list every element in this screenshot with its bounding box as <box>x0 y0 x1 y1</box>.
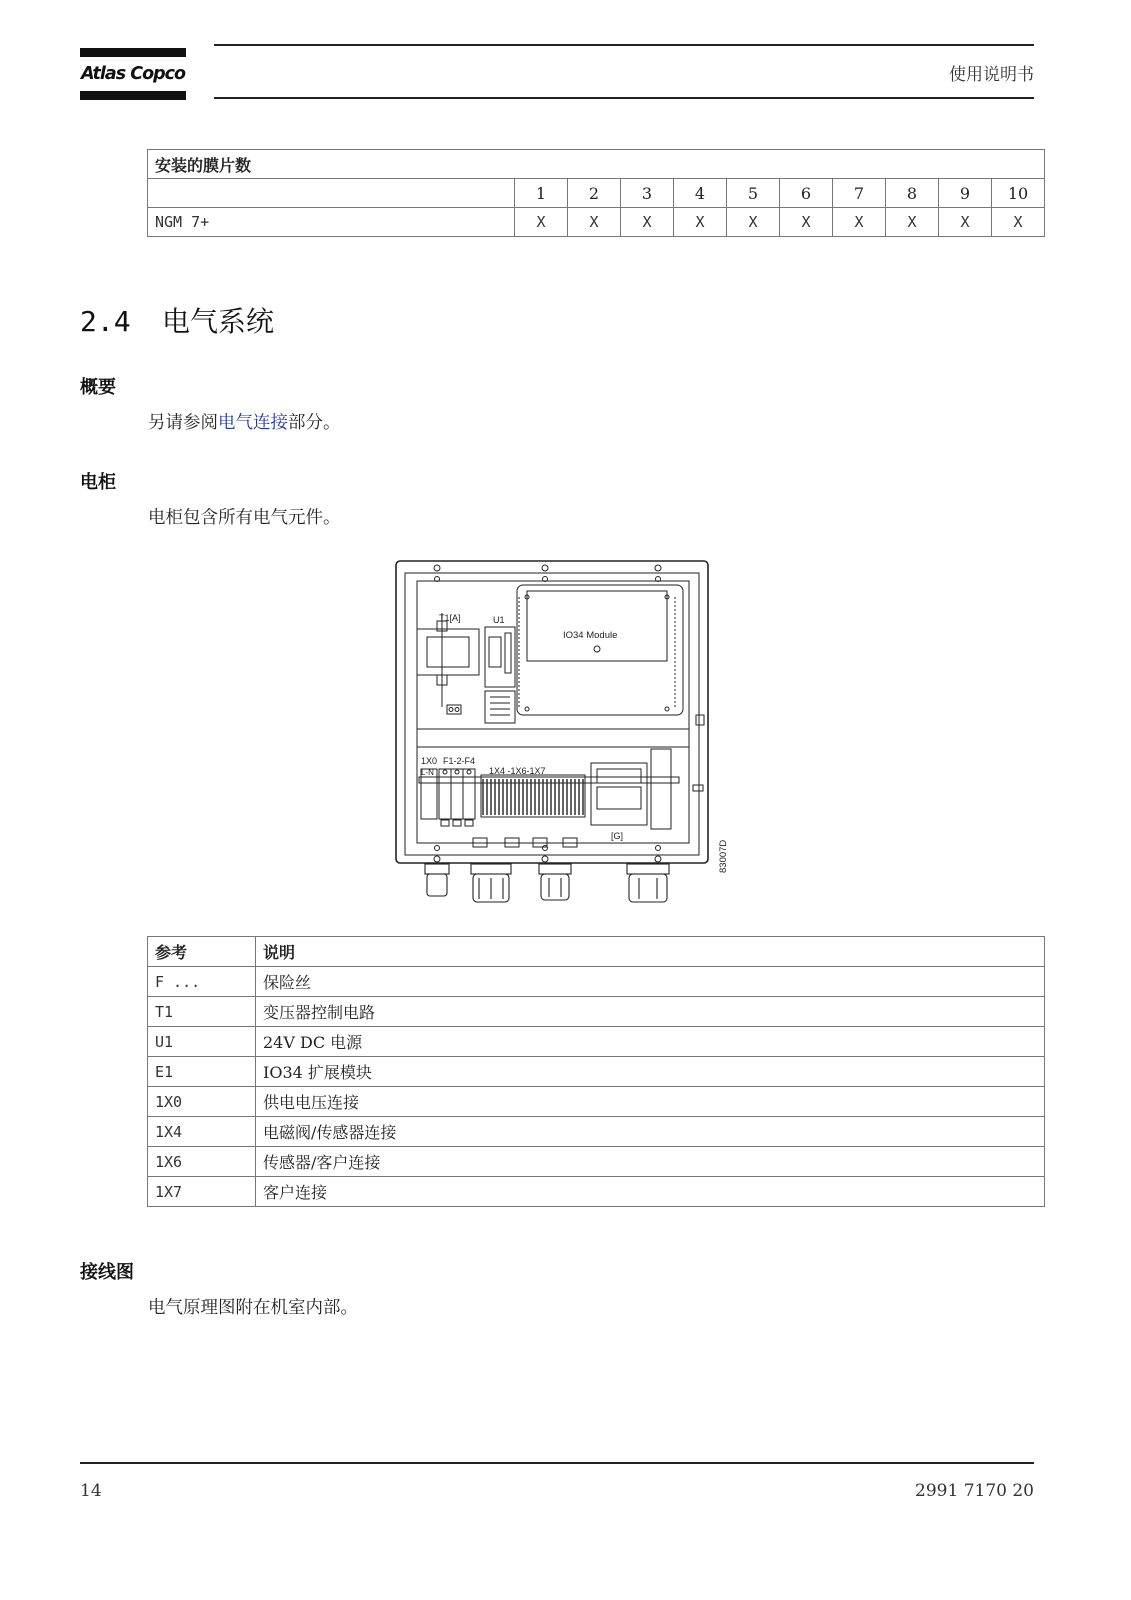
electrical-connection-link[interactable]: 电气连接 <box>218 413 288 433</box>
ref-cell: U1 <box>148 1027 256 1057</box>
desc-cell: 保险丝 <box>256 967 1045 997</box>
column-header: 5 <box>727 179 780 208</box>
atlas-copco-logo <box>80 48 186 100</box>
page-number: 14 <box>80 1481 102 1501</box>
desc-cell: 变压器控制电路 <box>256 997 1045 1027</box>
desc-cell: 电磁阀/传感器连接 <box>256 1117 1045 1147</box>
table-cell: X <box>727 208 780 237</box>
desc-cell: 24V DC 电源 <box>256 1027 1045 1057</box>
table-row <box>148 1177 1045 1207</box>
membrane-table-header-row <box>148 179 1045 208</box>
column-header: 3 <box>621 179 674 208</box>
overview-heading: 概要 <box>80 377 116 398</box>
table-row <box>148 1087 1045 1117</box>
legend-header-row <box>148 937 1045 967</box>
label-terminals: 1X4 -1X6-1X7 <box>489 766 546 776</box>
column-header: 2 <box>568 179 621 208</box>
document-number: 2991 7170 20 <box>915 1481 1034 1501</box>
desc-cell: 供电电压连接 <box>256 1087 1045 1117</box>
electrical-cabinet-diagram <box>393 557 738 907</box>
ref-cell: 1X7 <box>148 1177 256 1207</box>
table-cell: X <box>568 208 621 237</box>
table-cell: X <box>780 208 833 237</box>
cabinet-paragraph: 电柜包含所有电气元件。 <box>148 508 341 528</box>
header-rule-bottom <box>214 97 1034 99</box>
ref-cell: 1X0 <box>148 1087 256 1117</box>
desc-cell: 传感器/客户连接 <box>256 1147 1045 1177</box>
footer-rule <box>80 1462 1034 1464</box>
column-header: 9 <box>939 179 992 208</box>
label-1x0: 1X0 <box>421 756 438 766</box>
table-cell: X <box>992 208 1045 237</box>
column-header: 8 <box>886 179 939 208</box>
column-header: 6 <box>780 179 833 208</box>
column-header: 1 <box>515 179 568 208</box>
section-title: 电气系统 <box>162 305 275 338</box>
ref-cell: E1 <box>148 1057 256 1087</box>
membrane-table-title-row <box>148 150 1045 179</box>
table-row <box>148 1117 1045 1147</box>
membrane-table-title: 安装的膜片数 <box>148 150 1045 179</box>
model-cell: NGM 7+ <box>148 208 515 237</box>
column-header: 4 <box>674 179 727 208</box>
ref-cell: T1 <box>148 997 256 1027</box>
overview-paragraph <box>148 409 341 434</box>
cabinet-heading: 电柜 <box>80 472 116 493</box>
desc-cell: IO34 扩展模块 <box>256 1057 1045 1087</box>
logo-bar-top <box>80 48 186 57</box>
membrane-count-table <box>147 149 1045 237</box>
label-io34-module: IO34 Module <box>563 630 618 641</box>
table-cell: X <box>515 208 568 237</box>
table-row <box>148 1057 1045 1087</box>
section-heading <box>80 300 274 340</box>
membrane-table-corner-cell <box>148 179 515 208</box>
document-type: 使用说明书 <box>949 65 1034 85</box>
table-row <box>148 1147 1045 1177</box>
ref-cell: 1X4 <box>148 1117 256 1147</box>
ref-cell: F ... <box>148 967 256 997</box>
legend-header-ref: 参考 <box>148 937 256 967</box>
overview-text-before: 另请参阅 <box>148 413 218 433</box>
label-ln: L-N <box>421 768 434 777</box>
logo-bar-bottom <box>80 91 186 100</box>
label-u1: U1 <box>493 615 505 625</box>
table-cell: X <box>621 208 674 237</box>
figure-code: 83007D <box>718 839 729 873</box>
wiring-paragraph: 电气原理图附在机室内部。 <box>148 1298 358 1318</box>
table-cell: X <box>674 208 727 237</box>
component-legend-table <box>147 936 1045 1207</box>
wiring-heading: 接线图 <box>80 1262 134 1283</box>
label-g: [G] <box>611 831 624 841</box>
logo-text: Atlas Copco <box>80 64 186 84</box>
section-number: 2.4 <box>80 305 131 338</box>
label-fuses: F1-2-F4 <box>443 756 476 766</box>
legend-header-desc: 说明 <box>256 937 1045 967</box>
table-row <box>148 997 1045 1027</box>
desc-cell: 客户连接 <box>256 1177 1045 1207</box>
label-t1: T1[A] <box>439 613 461 623</box>
header-rule-top <box>214 44 1034 46</box>
table-row <box>148 208 1045 237</box>
table-cell: X <box>886 208 939 237</box>
table-row <box>148 967 1045 997</box>
ref-cell: 1X6 <box>148 1147 256 1177</box>
table-cell: X <box>939 208 992 237</box>
table-cell: X <box>833 208 886 237</box>
column-header: 10 <box>992 179 1045 208</box>
overview-text-after: 部分。 <box>288 413 341 433</box>
column-header: 7 <box>833 179 886 208</box>
table-row <box>148 1027 1045 1057</box>
